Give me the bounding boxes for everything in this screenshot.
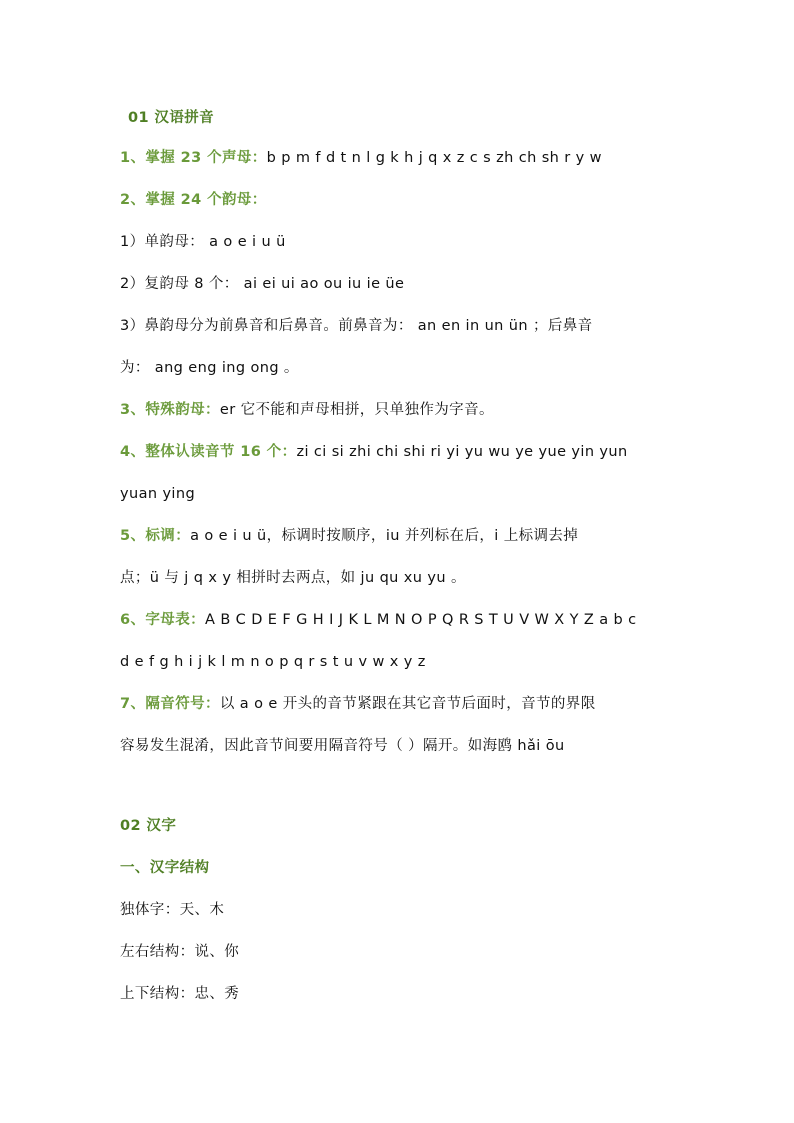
item-text: a o e i u ü，标调时按顺序，iu 并列标在后，i 上标调去掉 [190, 528, 579, 544]
item-compound-vowels: 2）复韵母 8 个： ai ei ui ao ou iu ie üe [120, 276, 405, 292]
item-label: 6、字母表： [120, 612, 205, 628]
item-label: 3、特殊韵母： [120, 402, 220, 418]
section-title-characters: 02 汉字 [120, 818, 177, 834]
item-alphabet [120, 610, 637, 630]
item-nasal-vowels: 3）鼻韵母分为前鼻音和后鼻音。前鼻音为： an en in un ün ；后鼻音 [120, 318, 593, 334]
section-subtitle-structure: 一、汉字结构 [120, 860, 210, 876]
item-text: 以 a o e 开头的音节紧跟在其它音节后面时，音节的界限 [219, 696, 596, 712]
item-label: 1、掌握 23 个声母： [120, 150, 267, 166]
item-text: A B C D E F G H I J K L M N O P Q R S T U V W X Y Z a b c [205, 612, 637, 628]
item-text: er 它不能和声母相拼，只单独作为字音。 [219, 402, 494, 418]
item-label: 2、掌握 24 个韵母： [120, 192, 267, 208]
item-text: b p m f d t n l g k h j q x z c s zh ch sh r y w [266, 150, 602, 166]
item-tone-marks-cont: 点；ü 与 j q x y 相拼时去两点，如 ju qu xu yu 。 [120, 570, 466, 586]
item-alphabet-cont: d e f g h i j k l m n o p q r s t u v w x y z [120, 654, 426, 670]
item-label: 4、整体认读音节 16 个： [120, 444, 297, 460]
item-whole-syllables [120, 442, 628, 462]
item-text: zi ci si zhi chi shi ri yi yu wu ye yue yin yun [296, 444, 628, 460]
item-tone-marks [120, 526, 578, 546]
structure-left-right: 左右结构：说、你 [120, 944, 240, 960]
item-nasal-vowels-cont: 为： ang eng ing ong 。 [120, 360, 299, 376]
item-label: 5、标调： [120, 528, 191, 544]
item-syllable-separator-cont: 容易发生混淆，因此音节间要用隔音符号（ ）隔开。如海鸥 hǎi ōu [120, 738, 565, 754]
structure-top-bottom: 上下结构：忠、秀 [120, 986, 240, 1002]
item-syllable-separator [120, 694, 596, 714]
item-whole-syllables-cont: yuan ying [120, 486, 196, 502]
section-title-pinyin: 01 汉语拼音 [128, 110, 215, 126]
item-simple-vowels: 1）单韵母： a o e i u ü [120, 234, 286, 250]
item-consonants [120, 148, 602, 168]
structure-single: 独体字：天、木 [120, 902, 225, 918]
item-label: 7、隔音符号： [120, 696, 220, 712]
item-special-vowel [120, 400, 494, 420]
item-vowels-heading [120, 190, 267, 210]
